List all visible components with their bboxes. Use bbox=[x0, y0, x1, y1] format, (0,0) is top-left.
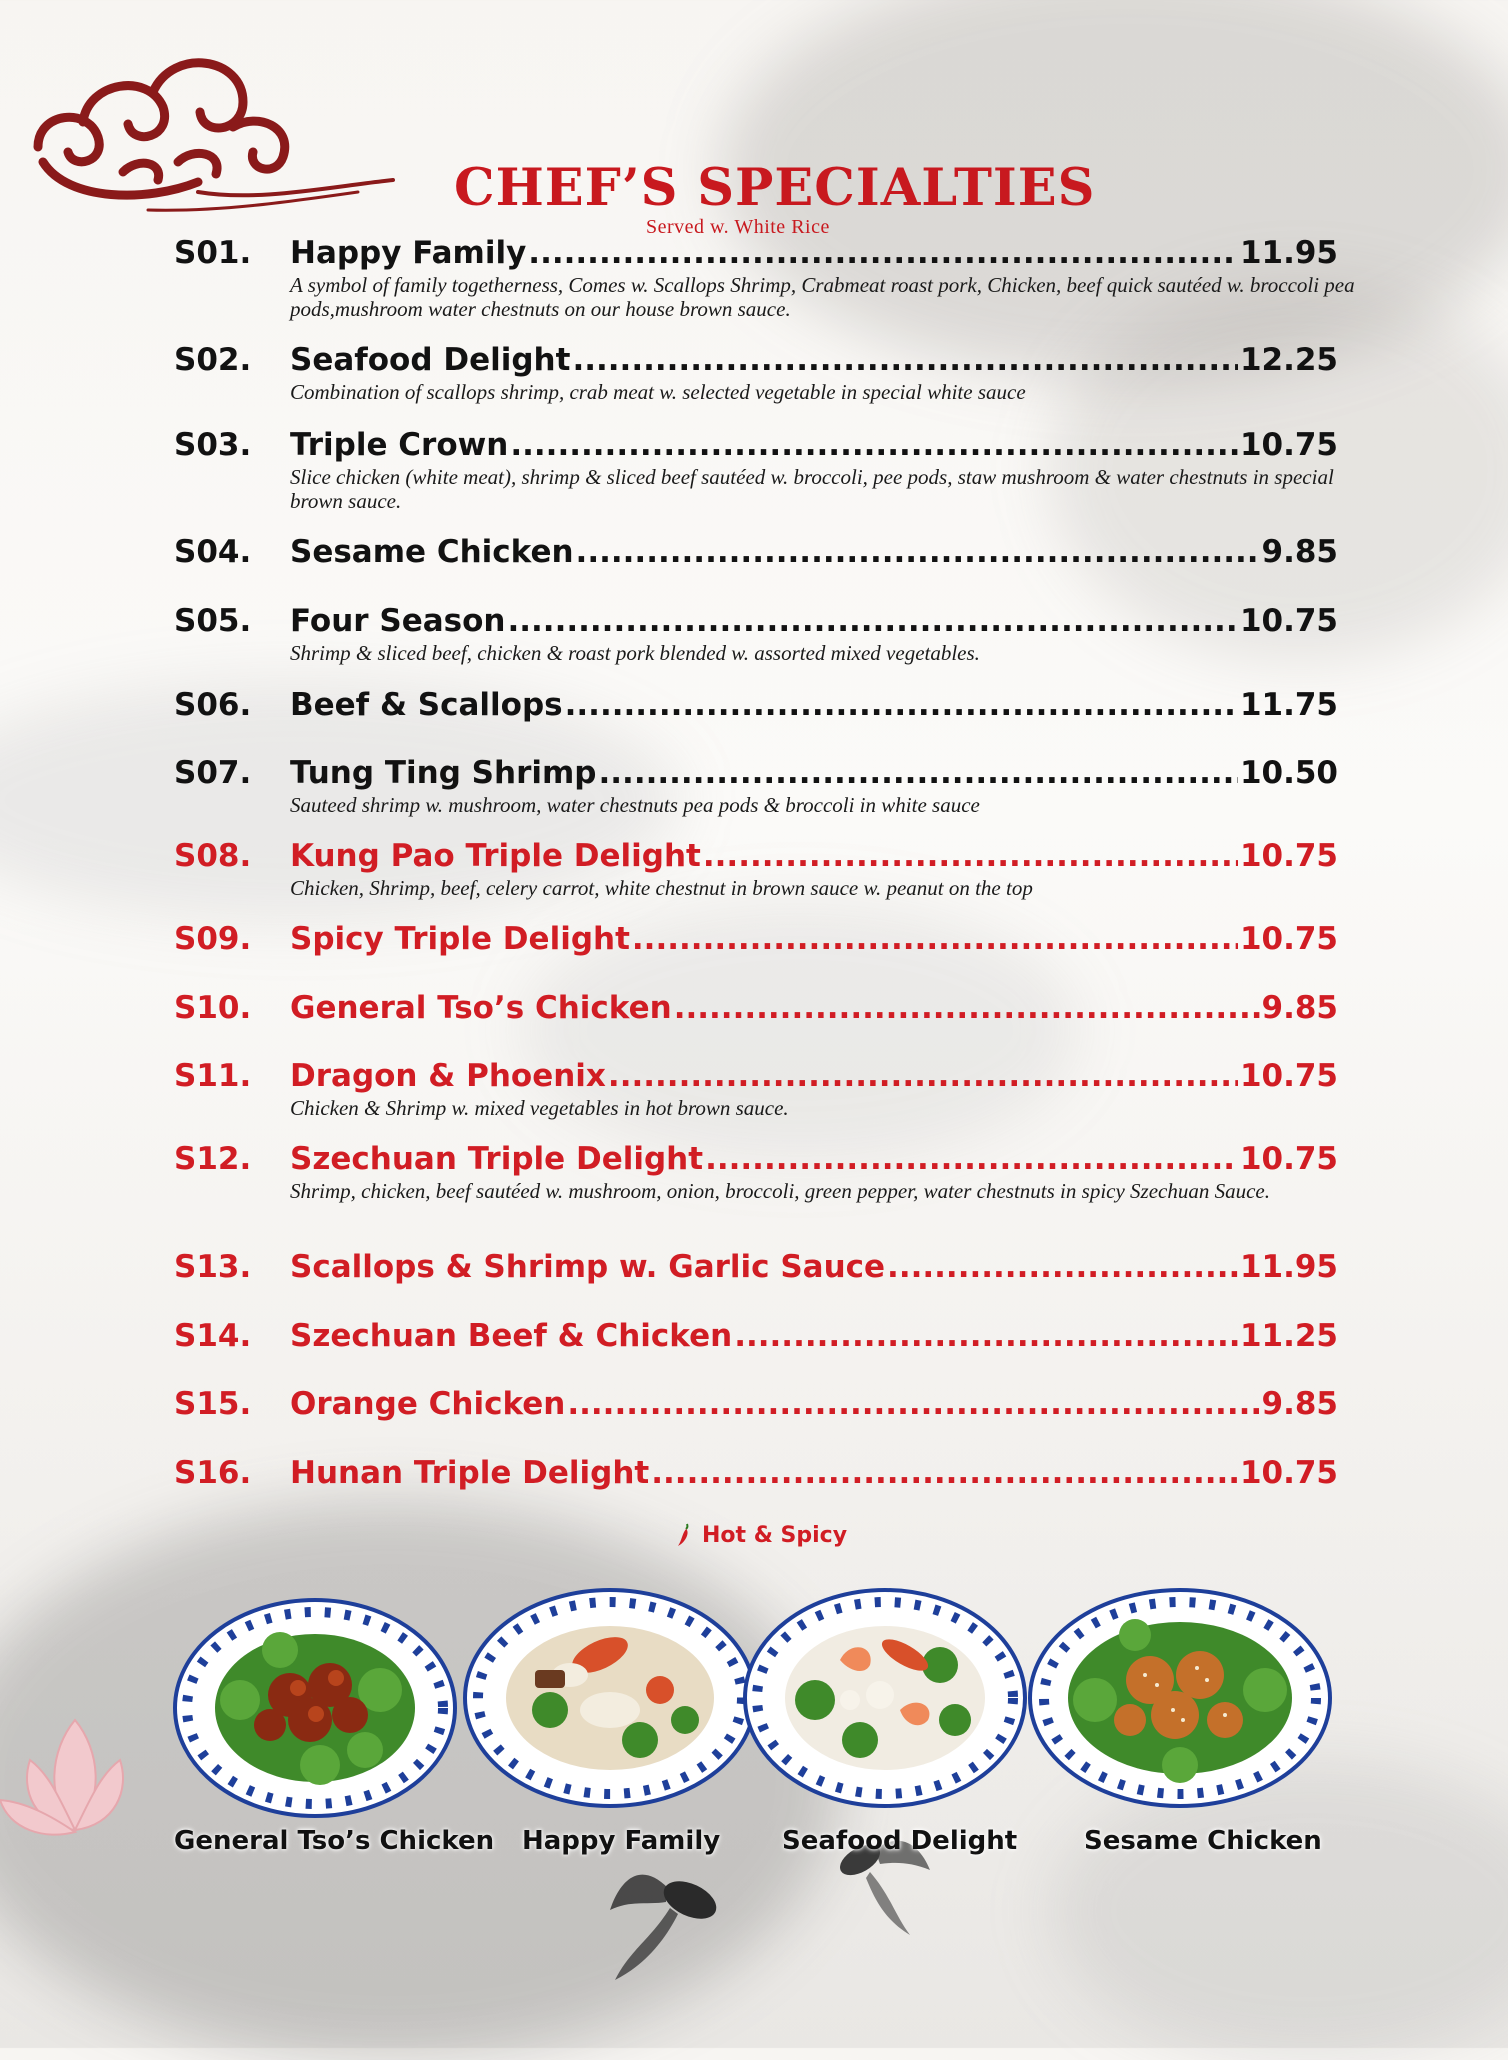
item-code: S15. bbox=[174, 1386, 252, 1422]
item-price: 10.50 bbox=[1239, 755, 1338, 791]
item-description: Shrimp & sliced beef, chicken & roast pork blended w. assorted mixed vegetables. bbox=[290, 641, 980, 665]
dot-leader bbox=[674, 990, 1260, 1026]
menu-item-s14 bbox=[174, 1318, 1338, 1354]
item-name: Seafood Delight bbox=[290, 342, 571, 378]
item-name: Beef & Scallops bbox=[290, 687, 563, 723]
item-name: Four Season bbox=[290, 603, 506, 639]
item-code: S14. bbox=[174, 1318, 252, 1354]
dot-leader bbox=[576, 534, 1260, 570]
item-code: S03. bbox=[174, 427, 252, 463]
item-price: 10.75 bbox=[1239, 1455, 1338, 1491]
dish-photo-sesame-chicken bbox=[1025, 1580, 1335, 1810]
item-price: 11.75 bbox=[1239, 687, 1338, 723]
item-description: Chicken & Shrimp w. mixed vegetables in hot brown sauce. bbox=[290, 1096, 789, 1120]
item-code: S13. bbox=[174, 1249, 252, 1285]
dot-leader bbox=[599, 755, 1238, 791]
item-price: 11.95 bbox=[1239, 1249, 1338, 1285]
dot-leader bbox=[528, 235, 1238, 271]
dish-photo-general-tso bbox=[170, 1590, 460, 1820]
item-name: Sesame Chicken bbox=[290, 534, 574, 570]
item-price: 10.75 bbox=[1239, 1141, 1338, 1177]
item-code: S16. bbox=[174, 1455, 252, 1491]
dot-leader bbox=[572, 342, 1238, 378]
dot-leader bbox=[651, 1455, 1238, 1491]
item-code: S06. bbox=[174, 687, 252, 723]
photo-caption-sesame-chicken: Sesame Chicken bbox=[1084, 1826, 1322, 1856]
goldfish-small-icon bbox=[800, 1800, 940, 1940]
item-price: 9.85 bbox=[1261, 990, 1338, 1026]
auspicious-cloud-icon bbox=[28, 52, 398, 222]
item-price: 9.85 bbox=[1261, 534, 1338, 570]
lotus-flower-icon bbox=[0, 1690, 160, 1890]
page-subtitle: Served w. White Rice bbox=[646, 216, 830, 238]
menu-item-s08 bbox=[174, 838, 1338, 900]
spicy-legend-label: Hot & Spicy bbox=[702, 1522, 848, 1548]
item-name: Kung Pao Triple Delight bbox=[290, 838, 701, 874]
item-name: Scallops & Shrimp w. Garlic Sauce bbox=[290, 1249, 886, 1285]
photo-caption-happy-family: Happy Family bbox=[522, 1826, 721, 1856]
item-name: Szechuan Beef & Chicken bbox=[290, 1318, 733, 1354]
item-name: Spicy Triple Delight bbox=[290, 921, 630, 957]
item-code: S11. bbox=[174, 1058, 252, 1094]
dot-leader bbox=[510, 427, 1238, 463]
menu-item-s12 bbox=[174, 1141, 1338, 1203]
item-code: S12. bbox=[174, 1141, 252, 1177]
menu-item-s04 bbox=[174, 534, 1338, 570]
item-name: Dragon & Phoenix bbox=[290, 1058, 606, 1094]
item-name: Hunan Triple Delight bbox=[290, 1455, 650, 1491]
menu-item-s13 bbox=[174, 1249, 1338, 1285]
item-code: S04. bbox=[174, 534, 252, 570]
item-price: 10.75 bbox=[1239, 603, 1338, 639]
item-price: 10.75 bbox=[1239, 1058, 1338, 1094]
menu-item-s11 bbox=[174, 1058, 1338, 1120]
dot-leader bbox=[734, 1318, 1238, 1354]
menu-item-s06 bbox=[174, 687, 1338, 723]
goldfish-ink-icon bbox=[590, 1840, 760, 1990]
item-price: 10.75 bbox=[1239, 921, 1338, 957]
item-code: S02. bbox=[174, 342, 252, 378]
item-name: General Tso’s Chicken bbox=[290, 990, 672, 1026]
menu-item-s10 bbox=[174, 990, 1338, 1026]
page-title: CHEF’S SPECIALTIES bbox=[454, 158, 1096, 218]
dot-leader bbox=[565, 687, 1238, 723]
dish-photo-happy-family bbox=[460, 1580, 760, 1810]
item-code: S05. bbox=[174, 603, 252, 639]
item-code: S07. bbox=[174, 755, 252, 791]
menu-item-s01 bbox=[174, 235, 1355, 321]
item-description: Sauteed shrimp w. mushroom, water chestnuts pea pods & broccoli in white sauce bbox=[290, 793, 980, 817]
item-code: S08. bbox=[174, 838, 252, 874]
item-name: Szechuan Triple Delight bbox=[290, 1141, 704, 1177]
dot-leader bbox=[703, 838, 1238, 874]
item-name: Tung Ting Shrimp bbox=[290, 755, 597, 791]
dot-leader bbox=[705, 1141, 1238, 1177]
item-name: Orange Chicken bbox=[290, 1386, 566, 1422]
item-code: S09. bbox=[174, 921, 252, 957]
item-name: Triple Crown bbox=[290, 427, 509, 463]
menu-item-s02 bbox=[174, 342, 1338, 404]
item-price: 9.85 bbox=[1261, 1386, 1338, 1422]
item-description: Chicken, Shrimp, beef, celery carrot, white chestnut in brown sauce w. peanut on the top bbox=[290, 876, 1033, 900]
dot-leader bbox=[608, 1058, 1238, 1094]
menu-item-s03 bbox=[174, 427, 1338, 513]
item-description: Shrimp, chicken, beef sautéed w. mushroom, onion, broccoli, green pepper, water chestnuts in spicy Szechuan Sauce. bbox=[290, 1179, 1270, 1203]
item-description: A symbol of family togetherness, Comes w. Scallops Shrimp, Crabmeat roast pork, Chicken, beef quick sautéed w. broccoli pea pods,mushroom water chestnuts on our house brown sauce. bbox=[290, 273, 1355, 321]
menu-item-s09 bbox=[174, 921, 1338, 957]
item-description: Slice chicken (white meat), shrimp & sliced beef sautéed w. broccoli, pee pods, staw mushroom & water chestnuts in special brown sauce. bbox=[290, 465, 1334, 513]
item-price: 10.75 bbox=[1239, 838, 1338, 874]
item-description: Combination of scallops shrimp, crab meat w. selected vegetable in special white sauce bbox=[290, 380, 1026, 404]
photo-caption-general-tso: General Tso’s Chicken bbox=[174, 1826, 495, 1856]
item-name: Happy Family bbox=[290, 235, 527, 271]
item-price: 11.25 bbox=[1239, 1318, 1338, 1354]
spicy-legend bbox=[676, 1522, 847, 1548]
menu-item-s15 bbox=[174, 1386, 1338, 1422]
photo-caption-seafood-delight: Seafood Delight bbox=[782, 1826, 1018, 1856]
item-price: 10.75 bbox=[1239, 427, 1338, 463]
menu-item-s16 bbox=[174, 1455, 1338, 1491]
menu-item-s07 bbox=[174, 755, 1338, 817]
dot-leader bbox=[632, 921, 1238, 957]
dot-leader bbox=[507, 603, 1237, 639]
dot-leader bbox=[887, 1249, 1238, 1285]
dot-leader bbox=[567, 1386, 1259, 1422]
item-code: S01. bbox=[174, 235, 252, 271]
item-code: S10. bbox=[174, 990, 252, 1026]
chili-pepper-icon bbox=[676, 1522, 692, 1548]
menu-item-s05 bbox=[174, 603, 1338, 665]
dish-photo-seafood-delight bbox=[740, 1580, 1030, 1810]
item-price: 11.95 bbox=[1239, 235, 1338, 271]
item-price: 12.25 bbox=[1239, 342, 1338, 378]
